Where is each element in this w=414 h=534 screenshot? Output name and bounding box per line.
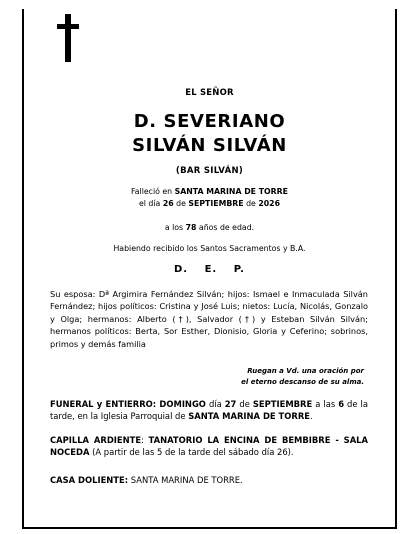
funeral-label: FUNERAL y ENTIERRO: DOMINGO bbox=[50, 399, 206, 409]
death-month: SEPTIEMBRE bbox=[188, 199, 244, 208]
death-place-line: Falleció en SANTA MARINA DE TORRE bbox=[130, 187, 288, 196]
age-line: a los 78 años de edad. bbox=[164, 223, 255, 232]
casa-label: CASA DOLIENTE: bbox=[50, 475, 129, 485]
capilla-place: TANATORIO LA ENCINA DE BEMBIBRE - SALA NOCEDA bbox=[50, 435, 369, 458]
casa-doliente-paragraph: CASA DOLIENTE: SANTA MARINA DE TORRE. bbox=[50, 475, 243, 485]
death-date-line: el día 26 de SEPTIEMBRE de 2026 bbox=[138, 199, 281, 208]
death-place: SANTA MARINA DE TORRE bbox=[174, 187, 288, 196]
deceased-alias: (BAR SILVÁN) bbox=[175, 166, 244, 176]
death-day: 26 bbox=[162, 199, 174, 208]
deceased-name-line2: SILVÁN SILVÁN bbox=[132, 135, 287, 156]
sacraments-line: Habiendo recibido los Santos Sacramentos y B.A. bbox=[113, 244, 306, 253]
death-year: 2026 bbox=[258, 199, 281, 208]
cross-icon bbox=[57, 14, 79, 62]
deceased-name-line1: D. SEVERIANO bbox=[133, 111, 286, 132]
prayer-request: Ruegan a Vd. una oración por el eterno descanso de su alma. bbox=[241, 367, 364, 386]
capilla-paragraph: CAPILLA ARDIENTE: TANATORIO LA ENCINA DE BEMBIBRE - SALA NOCEDA (A partir de las 5 de la tarde del sábado día 26). bbox=[50, 435, 369, 458]
funeral-paragraph: FUNERAL y ENTIERRO: DOMINGO día 27 de SEPTIEMBRE a las 6 de la tarde, en la Iglesia Parroquial de SANTA MARINA DE TORRE. bbox=[50, 399, 368, 422]
family-paragraph: Su esposa: Dª Argimira Fernández Silván; hijos: Ismael e Inmaculada Silván Fernández; hijos políticos: Cristina y José Luis; nietos: Lucía, Nicolás, Gonzalo y Olga; hermanos: Alberto (†), Salvador (†) y Esteban Silván Silván; hermanos políticos: Berta, Sor Esther, Dionisio, Gloria y Ceferino; sobrinos, primos y demás familia bbox=[50, 289, 368, 349]
capilla-label: CAPILLA ARDIENTE bbox=[50, 435, 142, 445]
age-value: 78 bbox=[185, 223, 197, 232]
title-el-senor: EL SEÑOR bbox=[185, 88, 234, 98]
dep-abbreviation: D. E. P. bbox=[174, 264, 245, 275]
